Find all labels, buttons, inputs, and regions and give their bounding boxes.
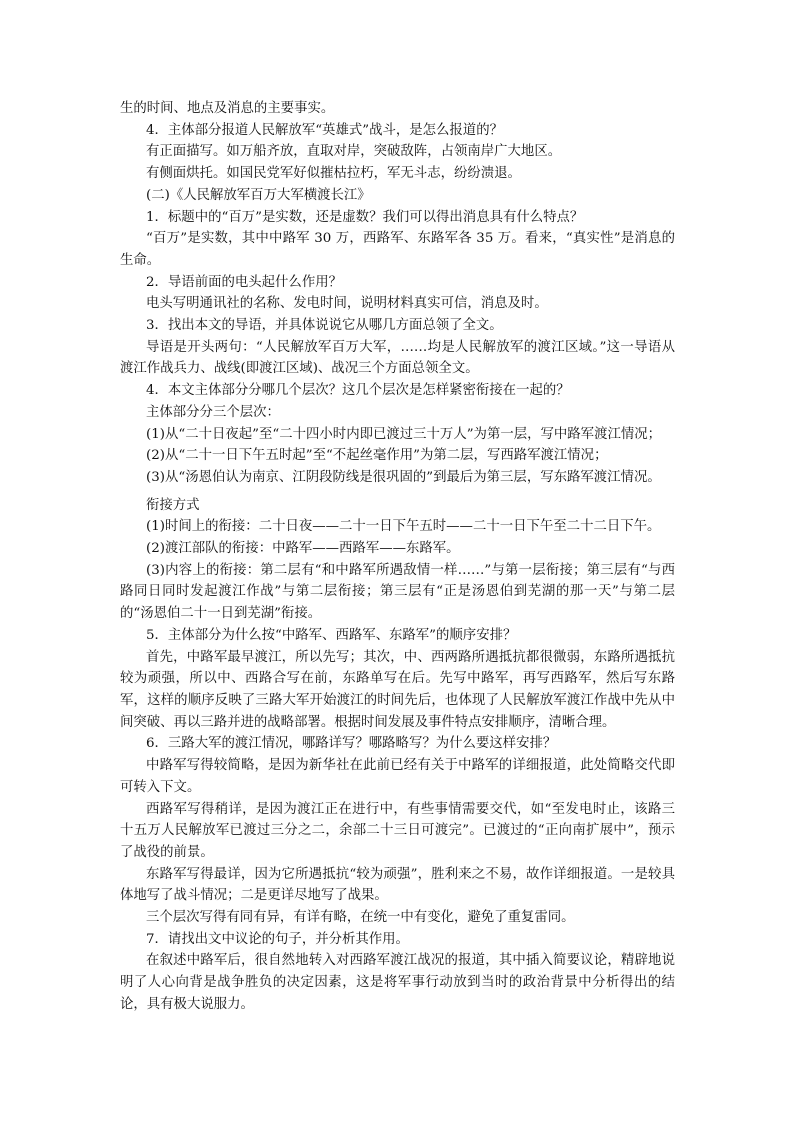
- question: 7．请找出文中议论的句子，并分析其作用。: [146, 931, 409, 947]
- question: 3．找出本文的导语，并具体说说它从哪几方面总领了全文。: [146, 318, 503, 334]
- question: 1．标题中的“百万”是实数，还是虚数？我们可以得出消息具有什么特点？: [146, 209, 584, 225]
- answer: 在叙述中路军后，很自然地转入对西路军渡江战况的报道，其中插入简要议论，精辟地说明了人心向背是战争胜负的决定因素，这是将军事行动放到当时的政治背景中分析得出的结论，具有极大说服力。: [120, 953, 675, 1012]
- sub-heading: 衔接方式: [146, 497, 200, 513]
- answer: (3)从“汤恩伯认为南京、江阴段防线是很巩固的”到最后为第三层，写东路军渡江情况。: [146, 469, 661, 485]
- paragraph: 生的时间、地点及消息的主要事实。: [120, 101, 335, 116]
- answer: 导语是开头两句：“人民解放军百万大军，……均是人民解放军的渡江区域。”这一导语从渡江作战兵力、战线(即渡江区域)、战况三个方面总领全文。: [120, 339, 675, 377]
- answer: (2)从“二十一日下午五时起”至“不起丝毫作用”为第二层，写西路军渡江情况；: [146, 448, 608, 464]
- answer: 主体部分分三个层次：: [146, 404, 280, 420]
- document-body: [120, 98, 675, 1016]
- answer: 西路军写得稍详，是因为渡江正在进行中，有些事情需要交代，如“至发电时止，该路三十五万人民解放军已渡过三分之二，余部二十三日可渡完”。已渡过的“正向南扩展中”，预示了战役的前景。: [120, 801, 675, 860]
- question: 4．本文主体部分分哪几个层次？这几个层次是怎样紧密衔接在一起的？: [146, 383, 570, 399]
- section-heading: (二)《人民解放军百万大军横渡长江》: [146, 187, 371, 203]
- question: 4．主体部分报道人民解放军“英雄式”战斗，是怎么报道的？: [146, 122, 503, 138]
- answer: 三个层次写得有同有异，有详有略，在统一中有变化，避免了重复雷同。: [146, 910, 575, 926]
- answer: (3)内容上的衔接：第二层有“和中路军所遇敌情一样……”与第一层衔接；第三层有“与西路同日同时发起渡江作战”与第二层衔接；第三层有“正是汤恩伯到芜湖的那一天”与第二层的“汤恩伯二十一日到芜湖”衔接。: [120, 562, 675, 622]
- answer: 有正面描写。如万船齐放，直取对岸，突破敌阵，占领南岸广大地区。: [146, 144, 562, 160]
- question: 6．三路大军的渡江情况，哪路详写？哪路略写？为什么要这样安排？: [146, 736, 557, 752]
- question: 2．导语前面的电头起什么作用？: [146, 274, 342, 290]
- answer: “百万”是实数，其中中路军 30 万，西路军、东路军各 35 万。看来，“真实性”是消息的生命。: [120, 231, 675, 268]
- answer: 有侧面烘托。如国民党军好似摧枯拉朽，军无斗志，纷纷溃退。: [146, 166, 521, 182]
- answer: 电头写明通讯社的名称、发电时间，说明材料真实可信，消息及时。: [146, 296, 548, 312]
- question: 5．主体部分为什么按“中路军、西路军、东路军”的顺序安排？: [146, 627, 517, 643]
- answer: (1)从“二十日夜起”至“二十四小时内即已渡过三十万人”为第一层，写中路军渡江情况；: [146, 426, 662, 442]
- answer: 东路军写得最详，因为它所遇抵抗“较为顽强”，胜利来之不易，故作详细报道。一是较具体地写了战斗情况；二是更详尽地写了战果。: [120, 866, 675, 904]
- answer: (2)渡江部队的衔接：中路军——西路军——东路军。: [146, 541, 460, 557]
- answer: (1)时间上的衔接：二十日夜——二十一日下午五时——二十一日下午至二十二日下午。: [146, 519, 661, 535]
- answer: 中路军写得较简略，是因为新华社在此前已经有关于中路军的详细报道，此处简略交代即可转入下文。: [120, 758, 675, 795]
- answer: 首先，中路军最早渡江，所以先写；其次，中、西两路所遇抵抗都很微弱，东路所遇抵抗较为顽强，所以中、西路合写在前，东路单写在后。先写中路军，再写西路军，然后写东路军，这样的顺序反映了三路大军开始渡江的时间先后，也体现了人民解放军渡江作战中先从中间突破、再以三路并进的战略部署。根据时间发展及事件特点安排顺序，清晰合理。: [120, 649, 675, 730]
